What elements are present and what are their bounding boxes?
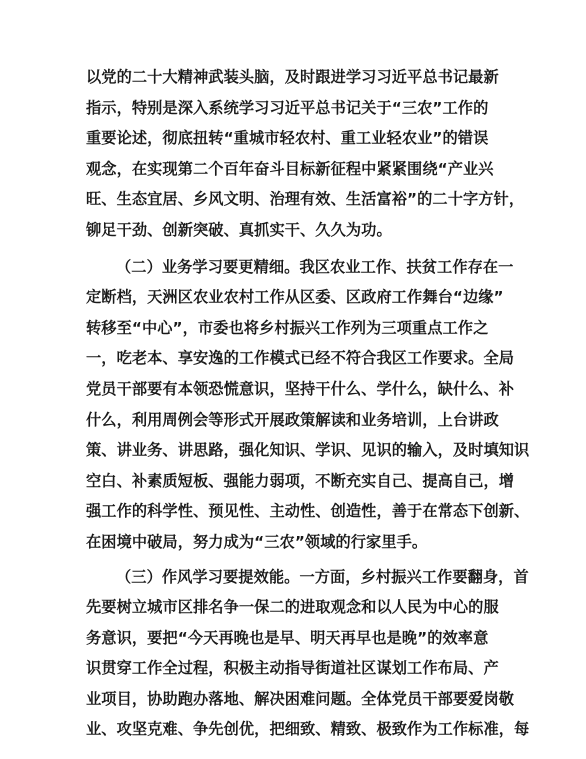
paragraph-line: 识贯穿工作全过程，积极主动指导街道社区谋划工作布局、产 [86,659,499,678]
paragraph-line: 重要论述，彻底扭转“重城市轻农村、重工业轻农业”的错误 [86,129,489,148]
paragraph-line: 业项目，协助跑办落地、解决困难问题。全体党员干部要爱岗敬 [86,689,515,708]
paragraph-line: 先要树立城市区排名争一保二的进取观念和以人民为中心的服 [86,598,499,617]
paragraph-line: 业、攻坚克难、争先创优，把细致、精致、极致作为工作标准，每 [86,720,530,739]
paragraph-line: 务意识，要把“今天再晚也是早、明天再早也是晚”的效率意 [86,628,489,647]
document-body [86,62,530,745]
paragraph-line: 定断档，天洲区农业农村工作从区委、区政府工作舞台“边缘” [86,288,504,307]
paragraph-line: （二）业务学习要更精细。我区农业工作、扶贫工作存在一 [116,257,514,276]
paragraph-line: 观念，在实现第二个百年奋斗目标新征程中紧紧围绕“产业兴 [86,159,494,178]
paragraph-line: 什么，利用周例会等形式开展政策解读和业务培训，上台讲政 [86,410,499,429]
paragraph-line: （三）作风学习要提效能。一方面，乡村振兴工作要翻身，首 [116,567,529,586]
paragraph-line: 以党的二十大精神武装头脑，及时跟进学习习近平总书记最新 [86,68,499,86]
paragraph-line: 空白、补素质短板、强能力弱项，不断充实自己、提高自己，增 [86,471,515,490]
paragraph-line: 在困境中破局，努力成为“三农”领域的行家里手。 [86,532,428,551]
paragraph-3 [86,562,530,746]
paragraph-line: 铆足干劲、创新突破、真抓实干、久久为功。 [86,220,392,239]
paragraph-line: 强工作的科学性、预见性、主动性、创造性，善于在常态下创新、 [86,502,530,521]
paragraph-line: 一，吃老本、享安逸的工作模式已经不符合我区工作要求。全局 [86,349,515,368]
paragraph-line: 转移至“中心”，市委也将乡村振兴工作列为三项重点工作之 [86,318,489,337]
paragraph-line: 指示，特别是深入系统学习习近平总书记关于“三农”工作的 [86,98,489,117]
paragraph-2 [86,252,530,558]
paragraph-line: 策、讲业务、讲思路，强化知识、学识、见识的输入，及时填知识 [86,441,530,460]
paragraph-line: 党员干部要有本领恐慌意识，坚持干什么、学什么，缺什么、补 [86,379,515,398]
paragraph-line: 旺、生态宜居、乡风文明、治理有效、生活富裕”的二十字方针， [86,190,525,209]
paragraph-1 [86,62,525,246]
